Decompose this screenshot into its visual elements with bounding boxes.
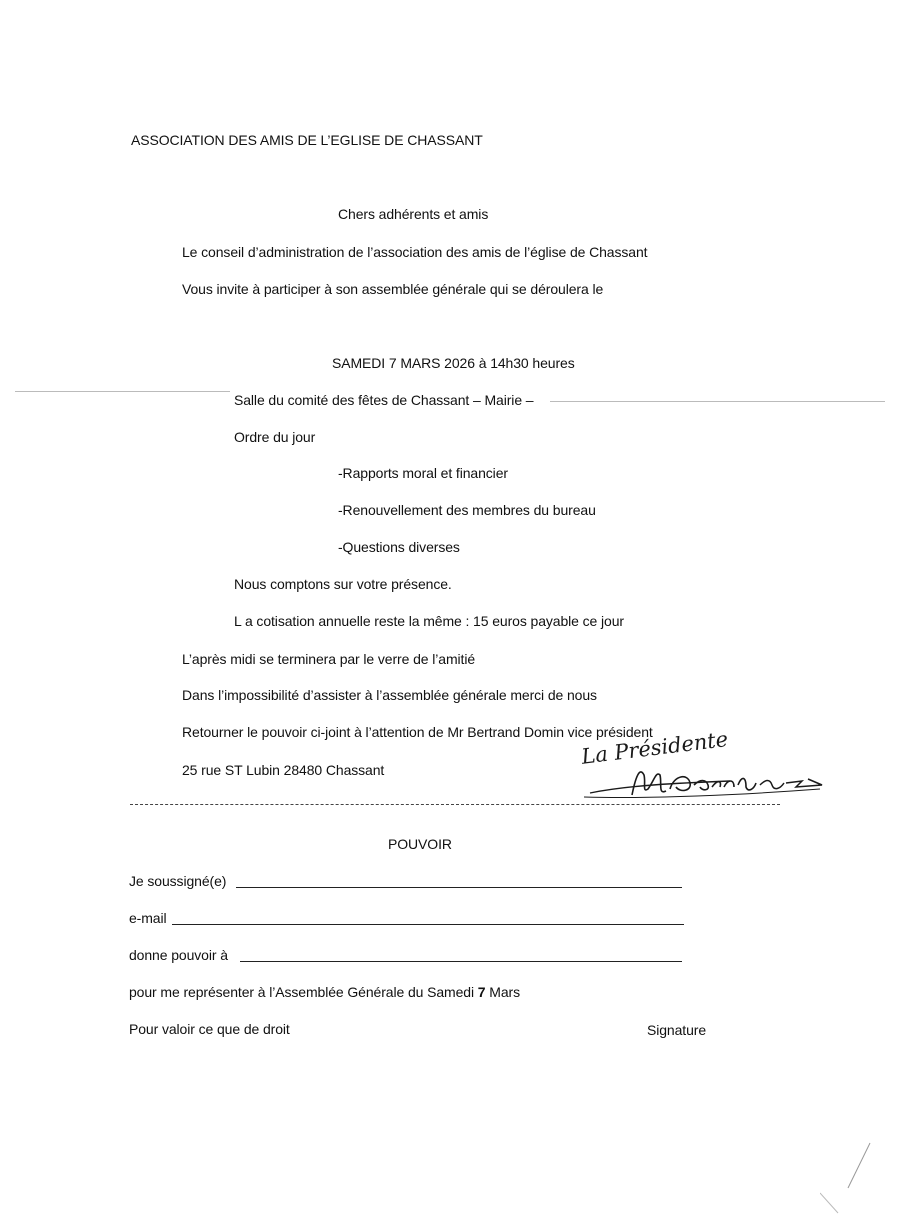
- scan-artifact-line-left: [15, 391, 230, 392]
- represent-suffix: Mars: [485, 984, 520, 1000]
- association-heading: ASSOCIATION DES AMIS DE L’EGLISE DE CHASSANT: [131, 132, 483, 148]
- cotisation-line: L a cotisation annuelle reste la même : 15 euros payable ce jour: [234, 613, 624, 629]
- represent-line: [129, 983, 520, 1001]
- email-field-line[interactable]: [172, 924, 684, 925]
- signature-title: La Présidente: [580, 727, 730, 769]
- agenda-item: -Questions diverses: [338, 539, 460, 555]
- meeting-location: Salle du comité des fêtes de Chassant – Mairie –: [234, 392, 534, 408]
- represent-prefix: pour me représenter à l’Assemblée Générale du Samedi: [129, 984, 478, 1000]
- intro-line-2: Vous invite à participer à son assemblée générale qui se déroulera le: [182, 281, 604, 297]
- greeting: Chers adhérents et amis: [338, 206, 489, 222]
- name-field-line[interactable]: [236, 887, 682, 888]
- scan-corner-mark: [820, 1113, 900, 1223]
- impossibility-line: Dans l’impossibilité d’assister à l’assemblée générale merci de nous: [182, 687, 597, 703]
- represent-day: 7: [477, 984, 486, 1000]
- agenda-item: -Rapports moral et financier: [338, 465, 508, 481]
- agenda-item: -Renouvellement des membres du bureau: [338, 502, 596, 518]
- proxy-title: POUVOIR: [388, 836, 452, 852]
- valoir-line: Pour valoir ce que de droit: [129, 1021, 290, 1037]
- presence-line: Nous comptons sur votre présence.: [234, 576, 452, 592]
- address-line: 25 rue ST Lubin 28480 Chassant: [182, 762, 385, 778]
- intro-line-1: Le conseil d’administration de l’association des amis de l’église de Chassant: [182, 244, 648, 260]
- email-field-label: e-mail: [129, 910, 167, 926]
- power-field-line[interactable]: [240, 961, 682, 962]
- president-signature: [570, 727, 830, 805]
- friendship-line: L’après midi se terminera par le verre de l’amitié: [182, 651, 476, 667]
- signature-label: Signature: [647, 1022, 707, 1038]
- agenda-title: Ordre du jour: [234, 429, 316, 445]
- name-field-label: Je soussigné(e): [129, 873, 227, 889]
- cut-line-divider: [130, 804, 780, 805]
- return-proxy-line: Retourner le pouvoir ci-joint à l’attention de Mr Bertrand Domin vice président: [182, 724, 653, 740]
- signature-scribble: [570, 745, 830, 805]
- power-field-label: donne pouvoir à: [129, 947, 228, 963]
- scan-artifact-line-right: [550, 401, 885, 402]
- meeting-date-time: SAMEDI 7 MARS 2026 à 14h30 heures: [332, 355, 575, 371]
